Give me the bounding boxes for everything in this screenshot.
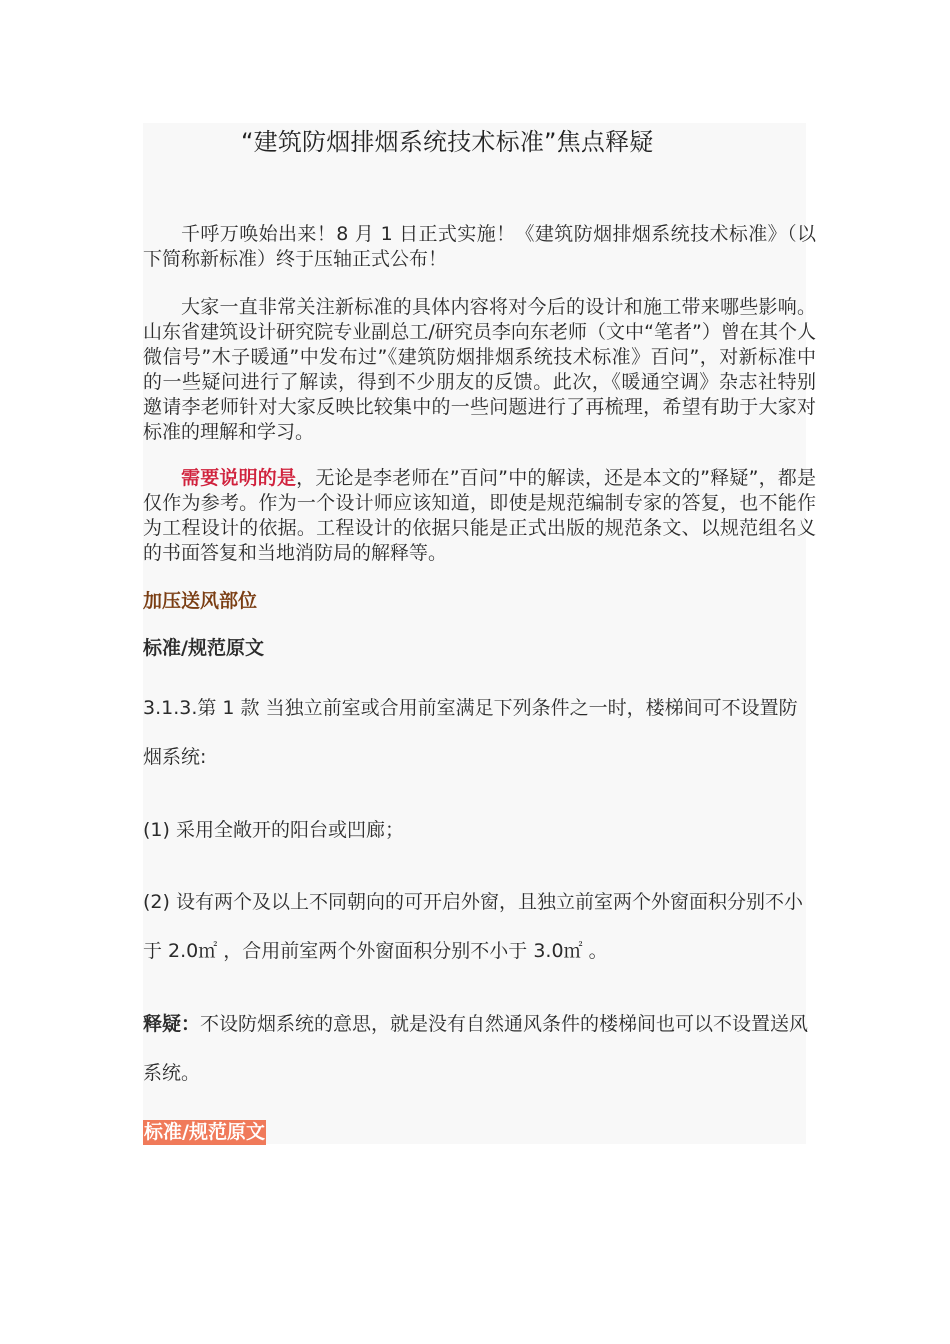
note-paragraph: [143, 466, 816, 566]
note-body: ，无论是李老师在”百问”中的解读，还是本文的”释疑”，都是仅作为参考。作为一个设计师应该知道，即使是规范编制专家的答复，也不能作为工程设计的依据。工程设计的依据只能是正式出版的规范条文、以规范组名义的书面答复和当地消防局的解释等。: [143, 467, 816, 564]
document-page: [143, 123, 809, 1144]
intro-paragraph-2: 大家一直非常关注新标准的具体内容将对今后的设计和施工带来哪些影响。山东省建筑设计研究院专业副总工/研究员李向东老师（文中“笔者”）曾在其个人微信号”木子暖通”中发布过”《建筑防烟排烟系统技术标准》百问”，对新标准中的一些疑问进行了解读，得到不少朋友的反馈。此次，《暖通空调》杂志社特别邀请李老师针对大家反映比较集中的一些问题进行了再梳理，希望有助于大家对标准的理解和学习。: [143, 296, 816, 443]
clause-item-1: (1) 采用全敞开的阳台或凹廊；: [143, 819, 404, 841]
explanation-label: 释疑：: [143, 1013, 201, 1035]
standard-label-highlighted: 标准/规范原文: [144, 1121, 265, 1143]
clause-item-2: (2) 设有两个及以上不同朝向的可开启外窗，且独立前室两个外窗面积分别不小于 2.0㎡ ，合用前室两个外窗面积分别不小于 3.0㎡ 。: [143, 891, 803, 962]
document-title: “建筑防烟排烟系统技术标准”焦点释疑: [241, 128, 654, 156]
note-lead-highlight: 需要说明的是: [181, 467, 297, 489]
explanation-body: 不设防烟系统的意思，就是没有自然通风条件的楼梯间也可以不设置送风系统。: [143, 1013, 809, 1084]
explanation: [143, 1000, 811, 1098]
clause-3-1-3: 3.1.3.第 1 款 当独立前室或合用前室满足下列条件之一时，楼梯间可不设置防烟系统:: [143, 697, 798, 768]
section-heading: 加压送风部位: [143, 590, 258, 612]
standard-label: 标准/规范原文: [143, 637, 264, 659]
intro-paragraph-1: 千呼万唤始出来！8 月 1 日正式实施！《建筑防烟排烟系统技术标准》（以下简称新标准）终于压轴正式公布！: [143, 223, 816, 270]
